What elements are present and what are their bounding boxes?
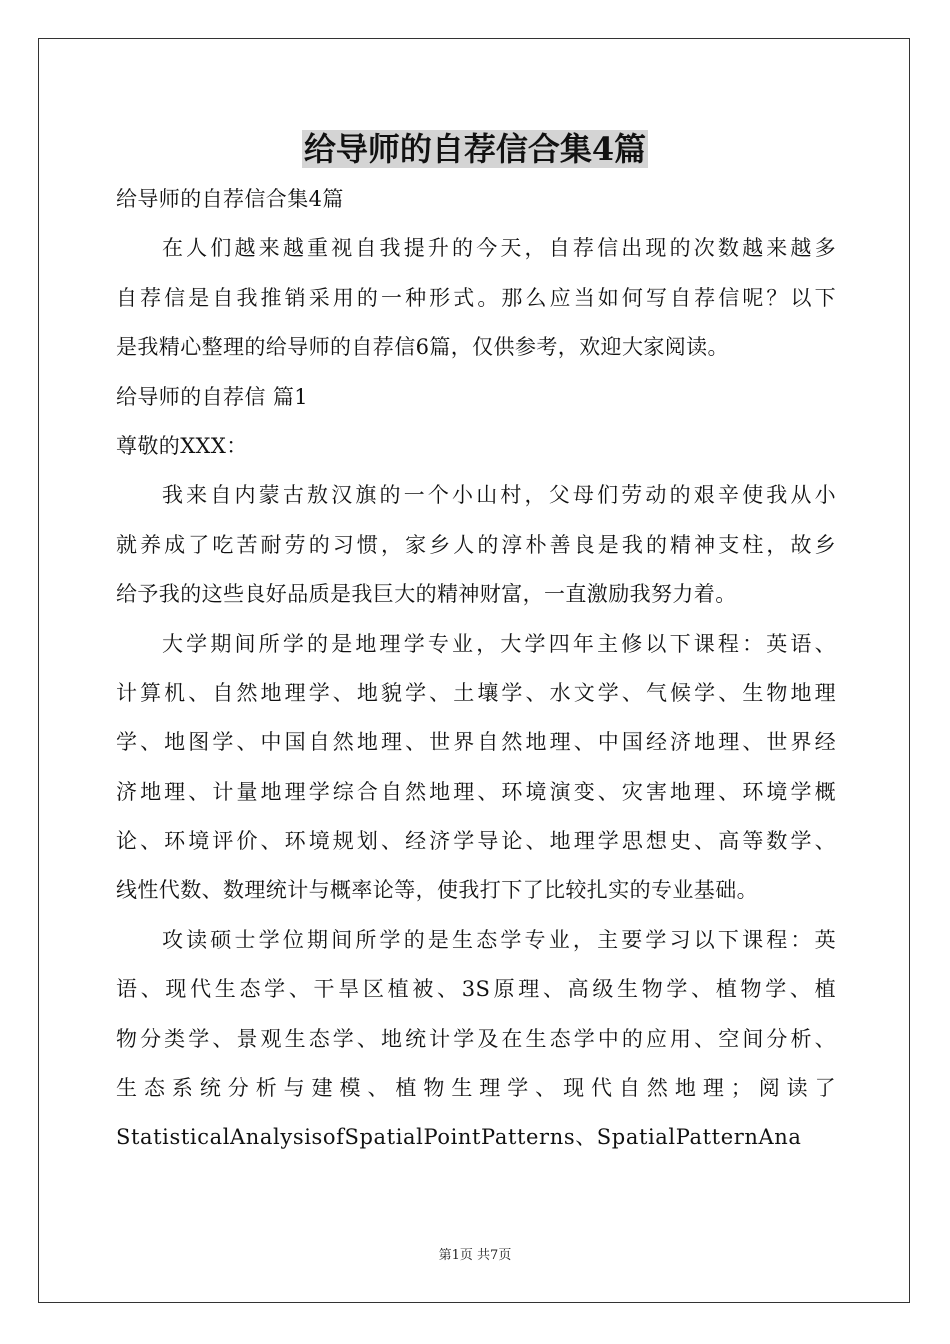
salutation-line: 尊敬的XXX： bbox=[116, 433, 248, 458]
body-line: StatisticalAnalysisofSpatialPointPatterns、SpatialPatternAna bbox=[116, 1125, 802, 1150]
body-line: 线性代数、数理统计与概率论等，使我打下了比较扎实的专业基础。 bbox=[116, 878, 758, 903]
body-line: 是我精心整理的给导师的自荐信6篇，仅供参考，欢迎大家阅读。 bbox=[116, 335, 729, 360]
body-line: 给予我的这些良好品质是我巨大的精神财富，一直激励我努力着。 bbox=[116, 582, 737, 607]
body-line: 就养成了吃苦耐劳的习惯，家乡人的淳朴善良是我的精神支柱，故乡 bbox=[116, 532, 836, 557]
document-body bbox=[116, 175, 836, 1163]
document-title bbox=[0, 127, 950, 171]
subtitle-line: 给导师的自荐信合集4篇 bbox=[116, 187, 344, 211]
body-line: 大学期间所学的是地理学专业，大学四年主修以下课程：英语、 bbox=[162, 631, 836, 656]
body-line: 自荐信是自我推销采用的一种形式。那么应当如何写自荐信呢？以下 bbox=[116, 285, 836, 310]
body-line: 物分类学、景观生态学、地统计学及在生态学中的应用、空间分析、 bbox=[116, 1026, 836, 1051]
body-line: 攻读硕士学位期间所学的是生态学专业，主要学习以下课程：英 bbox=[162, 927, 836, 952]
body-line: 在人们越来越重视自我提升的今天，自荐信出现的次数越来越多 bbox=[162, 236, 836, 261]
body-line: 论、环境评价、环境规划、经济学导论、地理学思想史、高等数学、 bbox=[116, 829, 836, 854]
body-line: 济地理、计量地理学综合自然地理、环境演变、灾害地理、环境学概 bbox=[116, 779, 836, 804]
body-line: 生态系统分析与建模、植物生理学、现代自然地理；阅读了 bbox=[116, 1076, 836, 1101]
body-line: 学、地图学、中国自然地理、世界自然地理、中国经济地理、世界经 bbox=[116, 730, 836, 755]
body-line: 计算机、自然地理学、地貌学、土壤学、水文学、气候学、生物地理 bbox=[116, 680, 836, 705]
document-title-text: 给导师的自荐信合集4篇 bbox=[303, 130, 647, 168]
body-line: 语、现代生态学、干旱区植被、3S原理、高级生物学、植物学、植 bbox=[116, 977, 836, 1002]
page-number: 第1页 共7页 bbox=[438, 1248, 512, 1263]
body-line: 我来自内蒙古敖汉旗的一个小山村，父母们劳动的艰辛使我从小 bbox=[162, 483, 836, 508]
section-heading: 给导师的自荐信 篇1 bbox=[116, 384, 309, 409]
